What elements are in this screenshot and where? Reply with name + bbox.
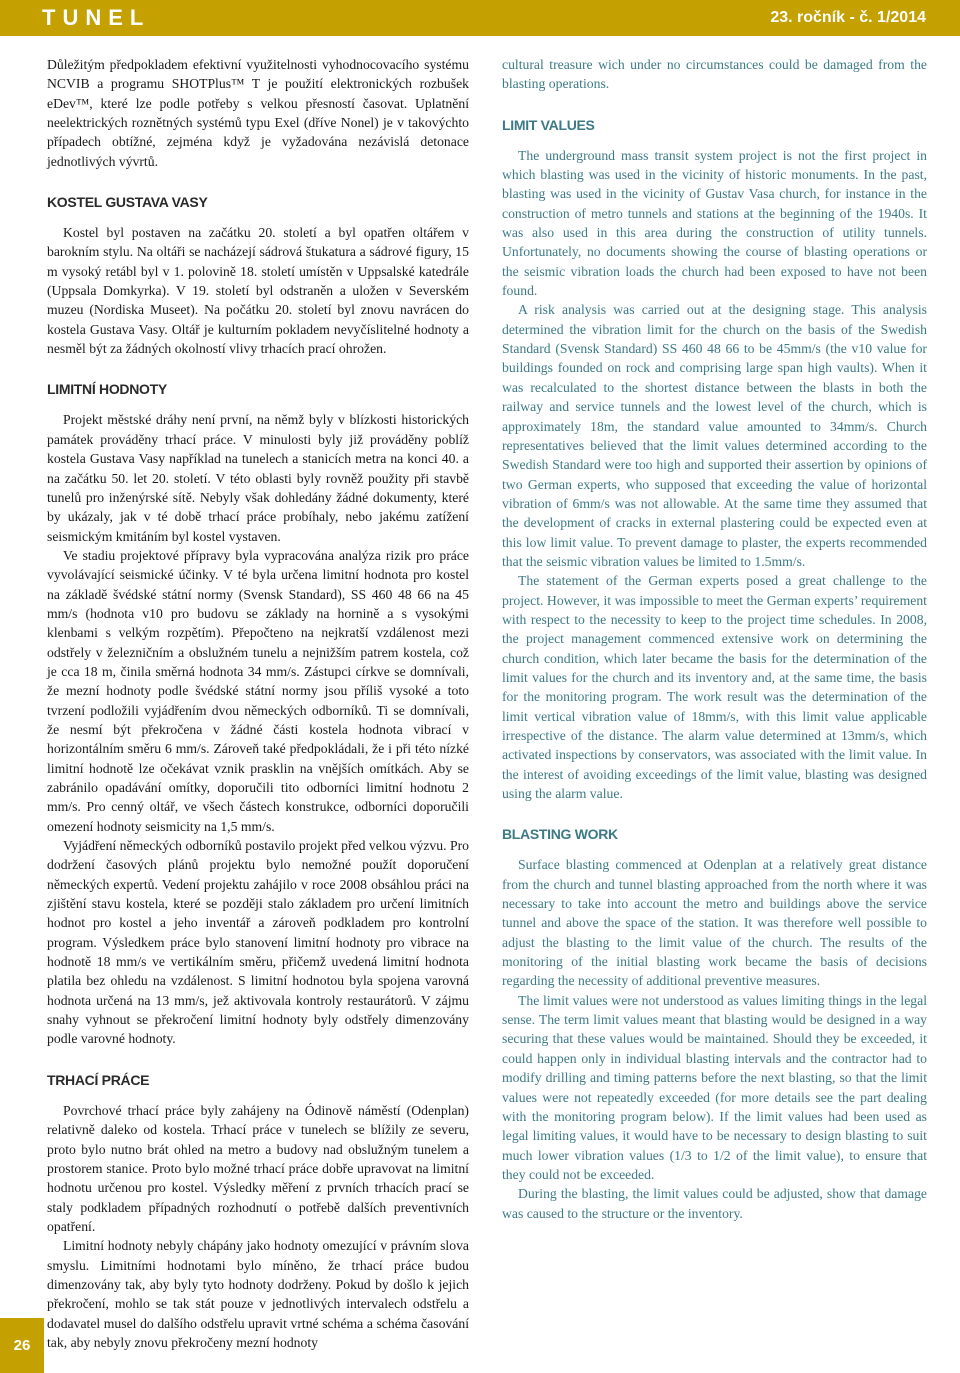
paragraph: A risk analysis was carried out at the designing stage. This analysis determined the vibration limit for the church on the basis of the Swedish Standard (Svensk Standard) SS 460 48 66 to be 45mm/s (the v10 value for buildings founded on rock and comprising large span high vaults). When it was recalculated to the shortest distance between the blasts in both the railway and service tunnels and the lowest level of the church, which is approximately 18m, the standard value amounted to 34mm/s. Church representatives believed that the limit values determined according to the Swedish Standard were too high and supported their assertion by opinions of two German experts, who supposed that exceeding the value of horizontal vibration of 6mm/s was not allowable. At the same time they assumed that the development of cracks in external plastering could be expected even at this low limit value. To prevent damage to plaster, the experts recommended that the seismic vibration values be limited to 1.5mm/s. <box>502 302 927 569</box>
czech-column <box>47 55 469 1352</box>
magazine-logo: TUNEL <box>42 5 151 30</box>
page-header <box>0 0 960 36</box>
paragraph: The statement of the German experts posed a great challenge to the project. However, it was impossible to meet the German experts’ requirement with respect to the necessity to keep to the project time schedules. In 2008, the project management commenced extensive work on determining the church condition, which later became the basis for the determination of the limit values for the church and its inventory and, at the same time, the basis for the monitoring program. The work result was the determination of the limit vertical vibration value of 18mm/s, with this limit value applicable irrespective of the distance. The alarm value determined at 13mm/s, which activated inspections by conservators, was associated with the limit value. In the interest of avoiding exceedings of the limit value, blasting was designed using the alarm value. <box>502 573 927 802</box>
paragraph: Povrchové trhací práce byly zahájeny na Ódinově náměstí (Odenplan) relativně daleko od kostela. Trhací práce v tunelech se blížily ze severu, proto bylo nutno brát ohled na metro a budovy nad obslužným tunelem a prostorem stanice. Proto bylo možné trhací práce dobře upravovat na limitní hodnotu určenou pro kostel. Výsledky měření z prvních trhacích prací se staly podkladem případných rozhodnutí o potřebě dalších preventivních opatření. <box>47 1102 469 1234</box>
paragraph: Surface blasting commenced at Odenplan at a relatively great distance from the church and tunnel blasting approached from the north where it was necessary to take into account the metro and buildings above the service tunnel and above the space of the station. It was therefore well possible to adjust the blasting to the limit value of the church. The results of the monitoring of the initial blasting work became the basis of decisions regarding the necessity of additional preventive measures. <box>502 857 927 989</box>
section-heading: TRHACÍ PRÁCE <box>47 1071 150 1088</box>
paragraph: Vyjádření německých odborníků postavilo projekt před velkou výzvu. Pro dodržení časových plánů projektu bylo nemožné použít doporučení německých expertů. Vedení projektu zahájilo v roce 2008 obsáhlou práci na zjištění stavu kostela, které se později stalo základem pro určení limitních hodnot pro kostel a jeho inventář a zároveň podkladem pro kontrolní program. Výsledkem práce bylo stanovení limitní hodnoty pro vibrace na hodnotě 18 mm/s ve vertikálním směru, přičemž uvedená limitní hodnota platila bez ohledu na vzdálenost. S limitní hodnotou byla spojena varovná hodnota určená na 13 mm/s, jež aktivovala kontroly restaurátorů. V zájmu snahy vyhnout se překročení limitní hodnoty byly odstřely dimenzovány podle varovné hodnoty. <box>47 838 469 1047</box>
section-heading: BLASTING WORK <box>502 826 618 843</box>
issue-number: 23. ročník - č. 1/2014 <box>770 9 926 26</box>
paragraph: Projekt městské dráhy není první, na němž byly v blízkosti historických památek prováděny trhací práce. V minulosti byly již prováděny poblíž kostela Gustava Vasy například na tunelech a stanicích metra na konci 40. a na začátku 50. let 20. století. V této oblasti byly rovněž použity při stavbě tunelů pro inženýrské sítě. Nebyly však dohledány žádné dokumenty, které by ukázaly, jak v té době trhací práce probíhaly, nebo jakému zatížení seismickým kmitáním byl kostel vystaven. <box>47 412 469 544</box>
paragraph: During the blasting, the limit values could be adjusted, show that damage was caused to the structure or the inventory. <box>502 1186 927 1221</box>
paragraph: The limit values were not understood as values limiting things in the legal sense. The term limit values meant that blasting would be designed in a way securing that these values would be maintained. Should they be exceeded, it could happen only in individual blasting intervals and the contractor had to modify drilling and timing patterns before the next blasting, so that the limit values were not repeatedly exceeded (for more details see the part dealing with the monitoring program below). If the limit values had been used as legal limiting values, it would have to be necessary to design blasting to suit much lower vibration values (1/3 to 1/2 of the limit value), to ensure that they could not be exceeded. <box>502 992 927 1182</box>
page-number: 26 <box>0 1318 44 1373</box>
paragraph: The underground mass transit system project is not the first project in which blasting was used in the vicinity of historic monuments. In the past, blasting was used in the vicinity of Gustav Vasa church, for instance in the construction of metro tunnels and stations at the beginning of the 1940s. It was also used in this area during the construction of utility tunnels. Unfortunately, no documents showing the course of blasting operations or the seismic vibration loads the church had been exposed to have not been found. <box>502 147 927 299</box>
english-column <box>502 55 927 1223</box>
paragraph: Ve stadiu projektové přípravy byla vypracována analýza rizik pro práce vyvolávající seismické účinky. V té byla určena limitní hodnota pro kostel na základě švédské státní normy (Svensk Standard), SS 460 48 66 na 45 mm/s (hodnota v10 pro budovu se základy na hornině a s vysokými klenbami s velkým rozpětím). Přepočteno na nejkratší vzdálenost mezi odstřely v železničním a obslužném tunelu a nejnižším patrem kostela, což je cca 18 m, činila směrná hodnota 34 mm/s. Zástupci církve se domnívali, že mezní hodnoty podle švédské státní normy jsou příliš vysoké a toto tvrzení podložili vyjádřením dvou německých odborníků. Ti se domnívali, že nesmí být překročena v žádné části kostela hodnota vibrací v horizontálním směru 6 mm/s. Zároveň také předpokládali, že i při této nízké limitní hodnotě lze očekávat vznik prasklin na vnějších omítkách. Aby se zabránilo opadávání omítky, doporučili tito odborníci limitní hodnotu 2 mm/s. Pro cenný oltář, ve všech částech konstrukce, odborníci doporučili omezení hodnoty seismicity na 1,5 mm/s. <box>47 547 469 834</box>
section-heading: KOSTEL GUSTAVA VASY <box>47 194 208 211</box>
paragraph: cultural treasure wich under no circumstances could be damaged from the blasting operations. <box>502 57 927 92</box>
paragraph: Důležitým předpokladem efektivní využitelnosti vyhodnocovacího systému NCVIB a programu SHOTPlus™ T je použití elektronických rozbušek eDev™, které lze podle potřeby s velkou přesností časovat. Uplatnění neelektrických roznětných systémů typu Exel (dříve Nonel) je v takovýchto případech obtížné, zejména když je vyžadována nezávislá detonace jednotlivých vývrtů. <box>47 57 469 169</box>
paragraph: Kostel byl postaven na začátku 20. století a byl opatřen oltářem v barokním stylu. Na oltáři se nacházejí sádrová štukatura a sádrové figury, 15 m vysoký retábl byl v 1. polovině 18. století umístěn v Uppsalské katedrále (Uppsala Domkyrka). V 19. století byl odstraněn a uložen v Severském muzeu (Nordiska Museet). Na počátku 20. století byl znovu navrácen do kostela Gustava Vasy. Oltář je kulturním pokladem nevyčíslitelné hodnoty a nesměl být za žádných okolností vlivy trhacích prací ohrožen. <box>47 225 469 357</box>
section-heading: LIMITNÍ HODNOTY <box>47 381 167 398</box>
section-heading: LIMIT VALUES <box>502 116 595 133</box>
paragraph: Limitní hodnoty nebyly chápány jako hodnoty omezující v právním slova smyslu. Limitními hodnotami bylo míněno, že trhací práce budou dimenzovány tak, aby byly tyto hodnoty dodrženy. Pokud by došlo k jejich překročení, mohlo se tak stát pouze v jednotlivých intervalech odstřelu a dodavatel musel do dalšího odstřelu upravit vrtné schéma a schéma časování tak, aby nebyly znovu překročeny mezní hodnoty <box>47 1238 469 1350</box>
